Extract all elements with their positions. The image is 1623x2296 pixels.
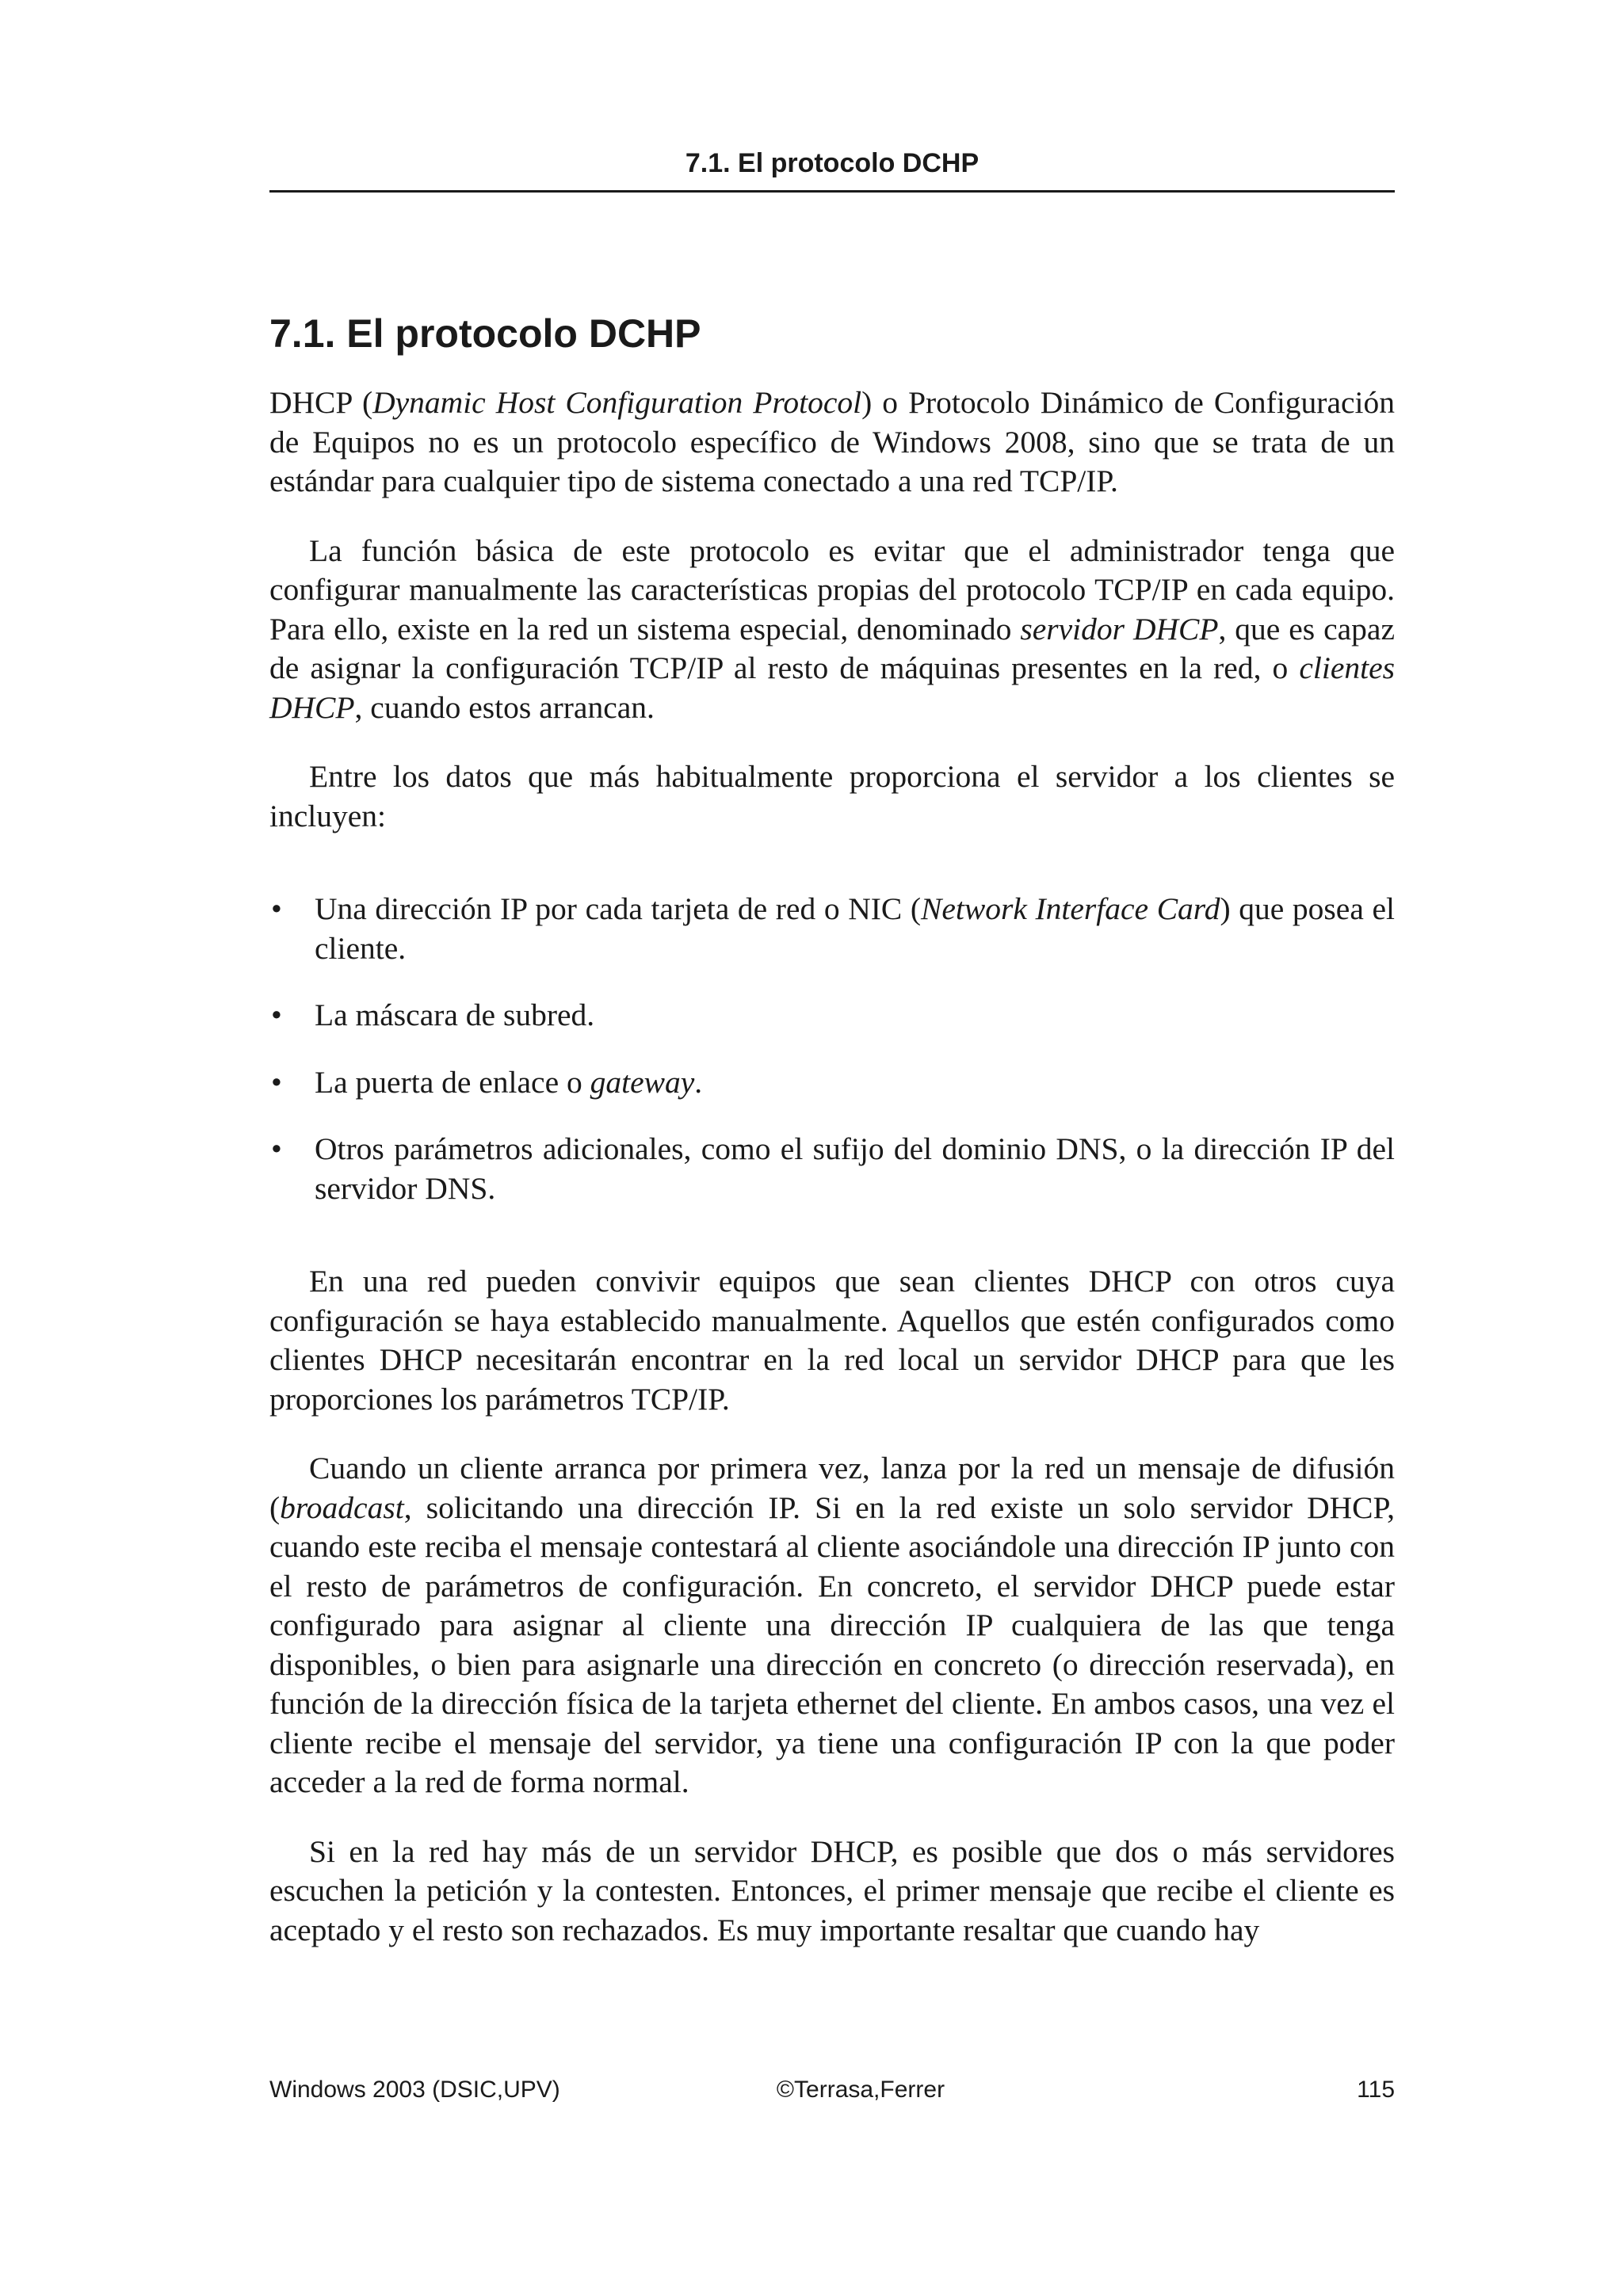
list-item-text: . [694,1064,703,1100]
footer-left-text: Windows 2003 (DSIC,UPV) [269,2077,560,2103]
paragraph-list-intro: Entre los datos que más habitualmente proporciona el servidor a los clientes se incluyen: [269,759,1395,833]
bullet-icon: • [271,1131,282,1166]
body-text [269,383,1395,1950]
paragraph-coexist: En una red pueden convivir equipos que sean clientes DHCP con otros cuya configuración se haya establecido manualmente. Aquellos que estén configurados como clientes DHCP necesitarán encontrar en la red local un servidor DHCP para que les proporciones los parámetros TCP/IP. [269,1264,1395,1417]
list-item [269,1130,1395,1208]
bullet-icon: • [271,997,282,1032]
header-rule [269,190,1395,193]
footer-copyright: ©Terrasa,Ferrer [776,2077,945,2103]
list-item-text: Una dirección IP por cada tarjeta de red o NIC ( [315,891,922,926]
list-item [269,996,1395,1035]
italic-term: gateway [590,1064,695,1100]
paragraph-text: , que es capaz de asignar la configuración TCP/IP al resto de máquinas presentes en la red, o [269,611,1395,685]
page-number: 115 [1357,2077,1395,2103]
italic-term: Dynamic Host Configuration Protocol [372,385,862,420]
list-item-text: ) que posea el cliente. [315,891,1395,966]
list-item-text: Otros parámetros adicionales, como el sufijo del dominio DNS, o la dirección IP del servidor DNS. [315,1131,1395,1206]
section-title: 7.1. El protocolo DCHP [269,311,701,356]
bullet-icon: • [271,1064,282,1100]
paragraph-text: , solicitando una dirección IP. Si en la red existe un solo servidor DHCP, cuando este reciba el mensaje contestará al cliente asociándole una dirección IP junto con el resto de parámetros de configuración. En concreto, el servidor DHCP puede estar configurado para asignar al cliente una dirección IP cualquiera de las que tenga disponibles, o bien para asignarle una dirección en concreto (o dirección reservada), en función de la dirección física de la tarjeta ethernet del cliente. En ambos casos, una vez el cliente recibe el mensaje del servidor, ya tiene una configuración IP con la que poder acceder a la red de forma normal. [269,1489,1395,1799]
paragraph-function [269,532,1395,728]
italic-term: Network Interface Card [921,891,1220,926]
paragraph-text: , cuando estos arrancan. [354,689,655,725]
paragraph-text: Cuando un cliente arranca por primera vez, lanza por la red un mensaje de difusión ( [269,1451,1395,1525]
paragraph-multiple-servers: Si en la red hay más de un servidor DHCP, es posible que dos o más servidores escuchen la petición y la contesten. Entonces, el primer mensaje que recibe el cliente es aceptado y el resto son rechazados. Es muy importante resaltar que cuando hay [269,1833,1395,1947]
italic-term: servidor DHCP [1020,611,1219,646]
paragraph-intro [269,383,1395,502]
paragraph-text: DHCP ( [269,385,373,420]
running-header: 7.1. El protocolo DCHP [685,148,980,178]
list-item-text: La máscara de subred. [315,997,595,1032]
bullet-icon: • [271,891,282,926]
paragraph-boot [269,1449,1395,1802]
bullet-list [269,890,1395,1208]
italic-term: clientes DHCP [269,650,1395,725]
list-item [269,1063,1395,1103]
page-footer [269,2073,1395,2107]
paragraph-text: ) o Protocolo Dinámico de Configuración de Equipos no es un protocolo específico de Windows 2008, sino que se trata de un estándar para cualquier tipo de sistema conectado a una red TCP/IP. [269,385,1396,498]
list-item [269,890,1395,968]
list-item-text: La puerta de enlace o [315,1064,590,1100]
paragraph-text: La función básica de este protocolo es evitar que el administrador tenga que configurar manualmente las características propias del protocolo TCP/IP en cada equipo. Para ello, existe en la red un sistema especial, denominado [269,532,1395,646]
italic-term: broadcast [280,1489,404,1525]
